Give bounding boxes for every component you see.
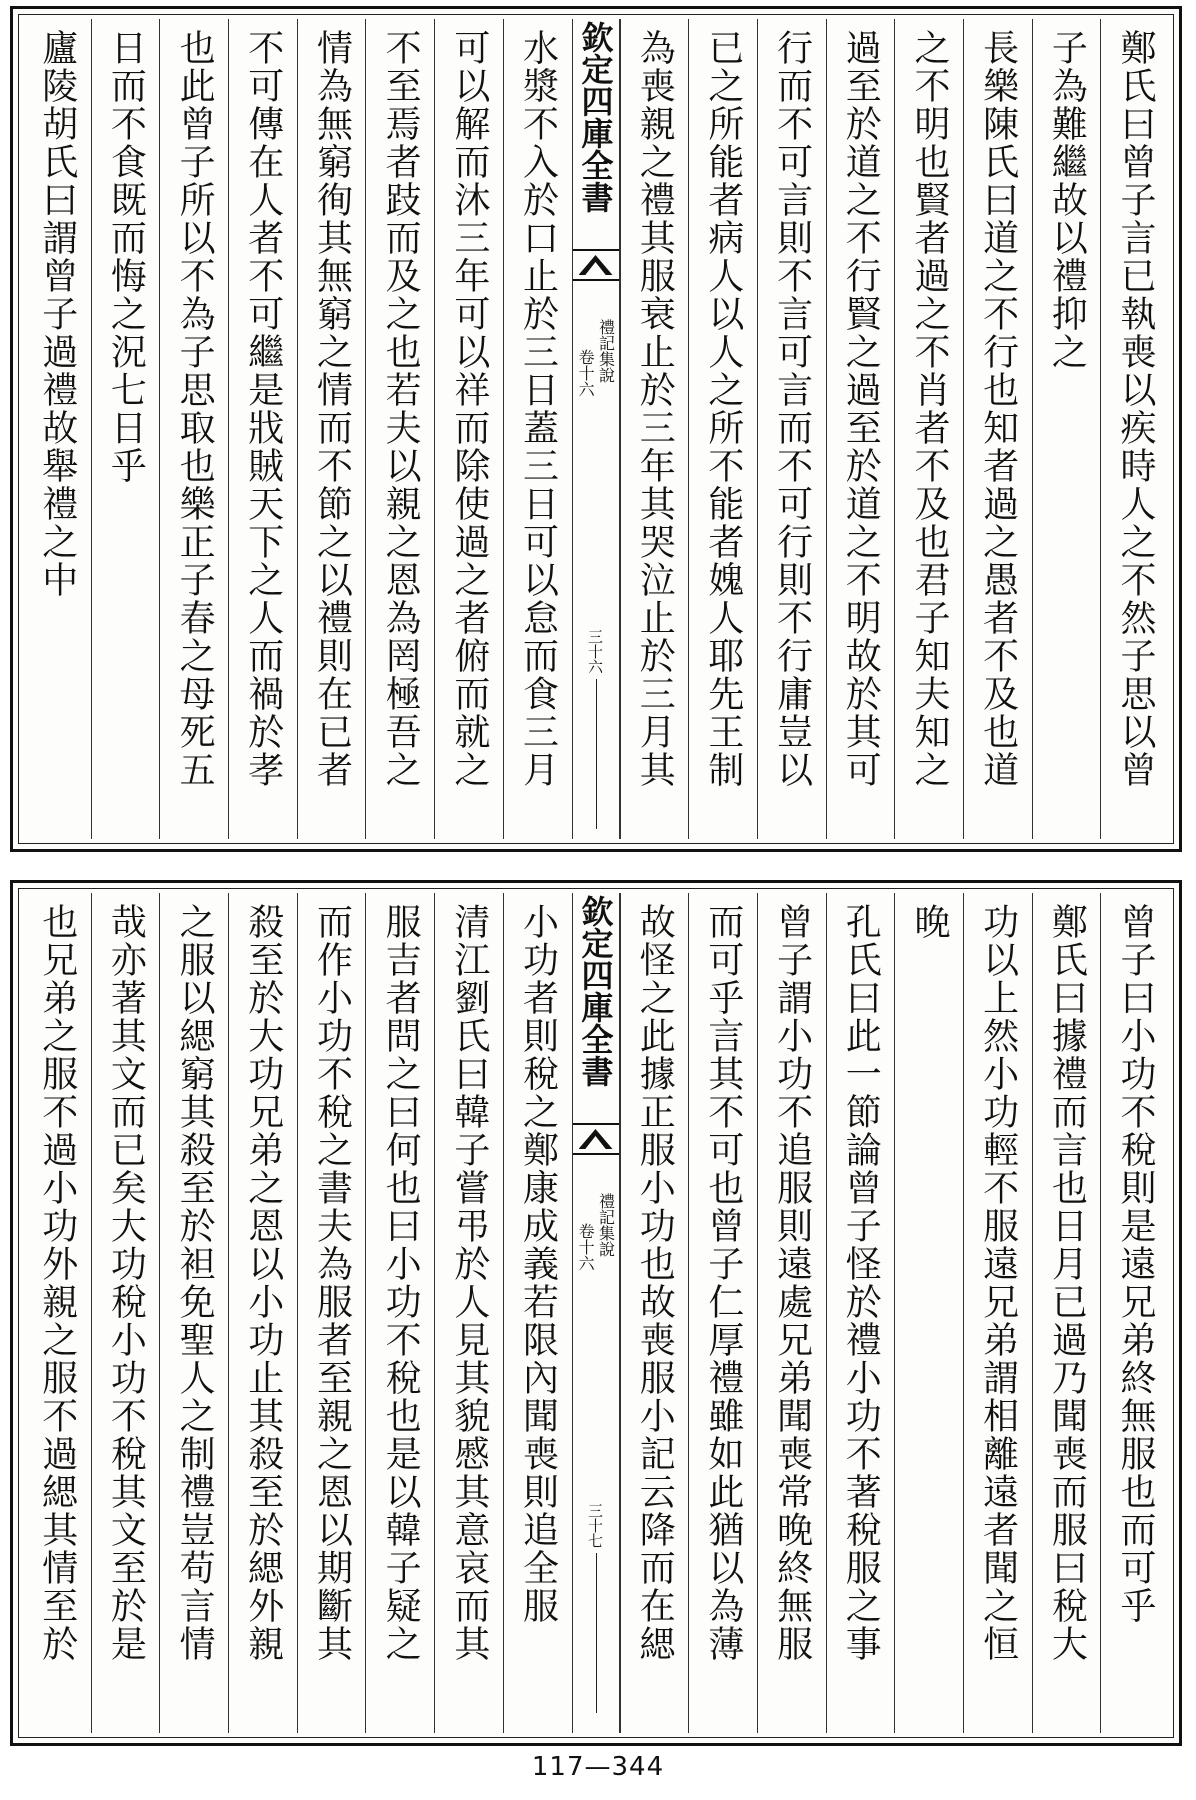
text-column bbox=[963, 19, 1032, 839]
column-text: 已之所能者病人以人之所不能者媿人耶先王制 bbox=[702, 29, 744, 789]
text-column bbox=[228, 893, 297, 1733]
folio-number: 三十六 bbox=[586, 629, 604, 674]
column-text: 鄭氏曰曾子言已執喪以疾時人之不然子思以曾 bbox=[1115, 29, 1157, 789]
fold-line bbox=[596, 1553, 597, 1713]
source-title: 禮記集說 bbox=[596, 1193, 616, 1257]
text-column bbox=[365, 19, 434, 839]
text-column bbox=[434, 19, 503, 839]
column-text: 功以上然小功輕不服遠兄弟謂相離遠者聞之恒 bbox=[977, 903, 1019, 1663]
text-column bbox=[297, 893, 366, 1733]
column-text: 而作小功不稅之書夫為服者至親之恩以期斷其 bbox=[311, 903, 353, 1663]
column-text: 小功者則稅之鄭康成義若限內聞喪則追全服 bbox=[517, 903, 559, 1625]
column-text: 殺至於大功兄弟之恩以小功止其殺至於緦外親 bbox=[242, 903, 284, 1663]
column-text: 曾子謂小功不追服則遠處兄弟聞喪常晚終無服 bbox=[771, 903, 813, 1663]
column-text: 故怪之此據正服小功也故喪服小記云降而在緦 bbox=[634, 903, 676, 1663]
text-column bbox=[434, 893, 503, 1733]
text-column bbox=[826, 19, 895, 839]
text-column bbox=[23, 19, 91, 839]
column-text: 孔氏曰此一節論曾子怪於禮小功不著稅服之事 bbox=[840, 903, 882, 1663]
text-column bbox=[159, 893, 228, 1733]
center-fold-column bbox=[572, 893, 620, 1733]
book-title: 欽定四庫全書 bbox=[576, 895, 615, 1087]
column-text: 可以解而沐三年可以祥而除使過之者俯而就之 bbox=[448, 29, 490, 789]
column-text: 子為難繼故以禮抑之 bbox=[1046, 29, 1088, 371]
column-text: 也此曾子所以不為子思取也樂正子春之母死五 bbox=[174, 29, 216, 789]
column-text: 曾子曰小功不稅則是遠兄弟終無服也而可乎 bbox=[1115, 903, 1157, 1625]
text-column bbox=[963, 893, 1032, 1733]
fold-line bbox=[596, 679, 597, 829]
text-column bbox=[91, 19, 160, 839]
text-column bbox=[365, 893, 434, 1733]
column-text: 之不明也賢者過之不肖者不及也君子知夫知之 bbox=[908, 29, 950, 789]
text-column bbox=[1032, 893, 1101, 1733]
text-column bbox=[1100, 19, 1169, 839]
folio-number: 三十七 bbox=[586, 1503, 604, 1548]
text-column bbox=[757, 19, 826, 839]
column-text: 為喪親之禮其服衰止於三年其哭泣止於三月其 bbox=[634, 29, 676, 789]
text-column bbox=[297, 19, 366, 839]
column-text: 清江劉氏曰韓子嘗弔於人見其貌慼其意哀而其 bbox=[448, 903, 490, 1663]
column-text: 服吉者問之曰何也曰小功不稅也是以韓子疑之 bbox=[380, 903, 422, 1663]
text-column bbox=[1032, 19, 1101, 839]
text-column bbox=[159, 19, 228, 839]
column-text: 水漿不入於口止於三日蓋三日可以怠而食三月 bbox=[517, 29, 559, 789]
column-text: 日而不食既而悔之況七日乎 bbox=[105, 29, 147, 485]
column-text: 哉亦著其文而已矣大功稅小功不稅其文至於是 bbox=[105, 903, 147, 1663]
text-column bbox=[1100, 893, 1169, 1733]
column-text: 不至焉者跂而及之也若夫以親之恩為罔極吾之 bbox=[380, 29, 422, 789]
center-fold-column bbox=[572, 19, 620, 839]
text-column bbox=[826, 893, 895, 1733]
bottom-page bbox=[10, 880, 1182, 1746]
column-text: 長樂陳氏曰道之不行也知者過之愚者不及也道 bbox=[977, 29, 1019, 789]
column-text: 鄭氏曰據禮而言也日月已過乃聞喪而服曰稅大 bbox=[1046, 903, 1088, 1663]
column-text: 情為無窮徇其無窮之情而不節之以禮則在已者 bbox=[311, 29, 353, 789]
column-text: 行而不可言則不言可言而不可行則不行庸豈以 bbox=[771, 29, 813, 789]
text-column bbox=[228, 19, 297, 839]
text-column bbox=[894, 893, 963, 1733]
column-text: 不可傳在人者不可繼是戕賊天下之人而禍於孝 bbox=[242, 29, 284, 789]
text-column bbox=[894, 19, 963, 839]
fish-tail-ornament bbox=[573, 1123, 619, 1155]
text-column bbox=[620, 19, 689, 839]
text-column bbox=[503, 893, 572, 1733]
book-title: 欽定四庫全書 bbox=[576, 21, 615, 213]
top-page bbox=[10, 6, 1182, 852]
column-text: 過至於道之不行賢之過至於道之不明故於其可 bbox=[840, 29, 882, 789]
top-column-area bbox=[23, 19, 1169, 839]
text-column bbox=[688, 19, 757, 839]
column-text: 而可乎言其不可也曾子仁厚禮雖如此猶以為薄 bbox=[702, 903, 744, 1663]
volume-label: 卷十六 bbox=[576, 349, 596, 397]
text-column bbox=[23, 893, 91, 1733]
text-column bbox=[503, 19, 572, 839]
text-column bbox=[757, 893, 826, 1733]
page-number: 117—344 bbox=[531, 1752, 665, 1782]
column-text: 之服以緦窮其殺至於袒免聖人之制禮豈苟言情 bbox=[174, 903, 216, 1663]
source-title: 禮記集說 bbox=[596, 319, 616, 383]
volume-label: 卷十六 bbox=[576, 1223, 596, 1271]
column-text: 廬陵胡氏曰謂曾子過禮故舉禮之中 bbox=[36, 29, 78, 599]
text-column bbox=[688, 893, 757, 1733]
text-column bbox=[91, 893, 160, 1733]
fish-tail-ornament bbox=[573, 249, 619, 281]
text-column bbox=[620, 893, 689, 1733]
bottom-column-area bbox=[23, 893, 1169, 1733]
column-text: 也兄弟之服不過小功外親之服不過緦其情至於 bbox=[36, 903, 78, 1663]
column-text: 晚 bbox=[908, 903, 950, 941]
